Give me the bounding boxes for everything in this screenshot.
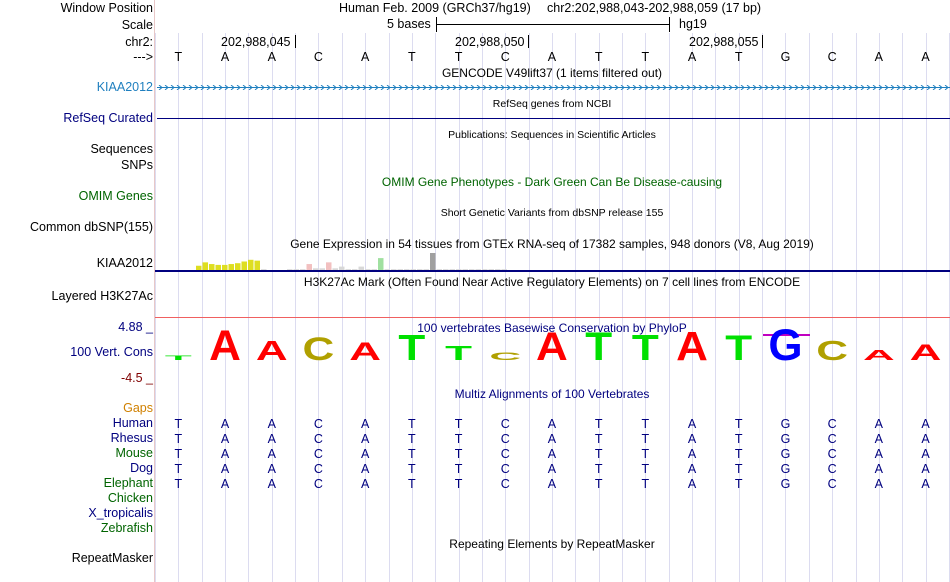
label-chrom: chr2: <box>125 35 153 49</box>
alignment-base: G <box>780 417 791 431</box>
conservation-letter: G <box>768 320 803 371</box>
alignment-base: A <box>360 477 370 491</box>
alignment-base: A <box>220 477 230 491</box>
label-scale: Scale <box>121 18 153 32</box>
alignment-base: A <box>220 432 230 446</box>
species-label[interactable]: Chicken <box>107 491 153 505</box>
alignment-base: T <box>641 447 650 461</box>
alignment-base: T <box>594 432 603 446</box>
gtex-track-title: Gene Expression in 54 tissues from GTEx RNA-seq of 17382 samples, 948 donors (V8, Aug 2019) <box>290 237 814 251</box>
alignment-base: C <box>827 432 837 446</box>
label-dbsnp[interactable]: Common dbSNP(155) <box>30 220 153 234</box>
alignment-base: C <box>313 432 323 446</box>
conservation-letter: A <box>676 324 708 370</box>
alignment-base: A <box>687 432 697 446</box>
species-label[interactable]: Rhesus <box>110 431 153 445</box>
tick-label-3: 202,988,055 <box>689 35 759 49</box>
alignment-base: G <box>780 447 791 461</box>
base-letter: T <box>408 50 416 64</box>
conservation-letter: A <box>349 337 382 366</box>
alignment-base: A <box>687 462 697 476</box>
alignment-base: T <box>641 462 650 476</box>
alignment-base: T <box>641 417 650 431</box>
species-label[interactable]: Zebrafish <box>100 521 153 535</box>
alignment-base: G <box>780 432 791 446</box>
alignment-base: T <box>408 417 416 431</box>
publications-track-title: Publications: Sequences in Scientific Articles <box>448 129 656 141</box>
alignment-base: T <box>408 432 416 446</box>
alignment-base: T <box>594 477 603 491</box>
alignment-base: C <box>827 477 837 491</box>
alignment-base: A <box>921 417 930 431</box>
alignment-base: A <box>360 432 370 446</box>
tick-label-1: 202,988,045 <box>221 35 291 49</box>
alignment-base: A <box>547 417 557 431</box>
alignment-base: C <box>500 462 510 476</box>
alignment-base: T <box>174 417 183 431</box>
species-label[interactable]: Human <box>112 416 153 430</box>
alignment-base: A <box>220 462 230 476</box>
alignment-base: A <box>874 447 884 461</box>
refseq-track-title: RefSeq genes from NCBI <box>492 98 612 110</box>
conservation-letter: A <box>209 322 241 370</box>
alignment-base: G <box>780 477 791 491</box>
conservation-letter: T <box>725 329 753 368</box>
conservation-letter: A <box>255 335 288 366</box>
alignment-base: C <box>313 477 323 491</box>
alignment-base: C <box>827 462 837 476</box>
conservation-letter: C <box>489 349 522 363</box>
label-cons-min: -4.5 _ <box>121 371 153 385</box>
alignment-base: T <box>174 432 183 446</box>
alignment-base: T <box>408 447 416 461</box>
conservation-letter: C <box>302 331 335 368</box>
label-snps[interactable]: SNPs <box>121 158 153 172</box>
alignment-base: A <box>874 432 884 446</box>
label-kiaa2012-gtex[interactable]: KIAA2012 <box>96 256 153 270</box>
alignment-base: A <box>921 477 930 491</box>
alignment-base: A <box>921 447 930 461</box>
alignment-base: T <box>174 462 183 476</box>
alignment-base: C <box>313 417 323 431</box>
base-letter: T <box>734 50 743 64</box>
label-gaps[interactable]: Gaps <box>123 401 153 415</box>
base-letter: T <box>641 50 650 64</box>
scale-bar-label: 5 bases <box>387 17 431 31</box>
omim-track-title: OMIM Gene Phenotypes - Dark Green Can Be Disease-causing <box>381 175 723 189</box>
base-letter: A <box>547 50 557 64</box>
alignment-base: T <box>594 417 603 431</box>
conservation-letter: T <box>164 354 192 362</box>
alignment-base: T <box>594 447 603 461</box>
alignment-base: T <box>734 462 743 476</box>
base-letter: A <box>220 50 230 64</box>
conservation-letter: T <box>445 342 472 365</box>
alignment-base: A <box>267 417 276 431</box>
alignment-base: A <box>547 447 557 461</box>
alignment-base: T <box>408 477 416 491</box>
alignment-base: A <box>267 462 276 476</box>
alignment-base: T <box>454 462 463 476</box>
conservation-letter: T <box>585 323 613 369</box>
base-letter: A <box>874 50 884 64</box>
base-letter: T <box>174 50 183 64</box>
alignment-base: T <box>734 432 743 446</box>
label-omim[interactable]: OMIM Genes <box>78 189 153 203</box>
base-letter: C <box>313 50 323 64</box>
alignment-base: A <box>267 477 276 491</box>
species-label[interactable]: X_tropicalis <box>88 506 153 520</box>
base-letter: T <box>594 50 603 64</box>
alignment-base: A <box>687 477 697 491</box>
alignment-base: T <box>454 477 463 491</box>
alignment-base: C <box>313 462 323 476</box>
conservation-letter: A <box>536 323 568 369</box>
species-label[interactable]: Elephant <box>103 476 153 490</box>
conservation-letter: T <box>631 327 659 369</box>
label-cons-max: 4.88 _ <box>118 320 153 334</box>
alignment-base: A <box>874 462 884 476</box>
alignment-base: T <box>454 417 463 431</box>
alignment-base: A <box>547 462 557 476</box>
alignment-base: A <box>687 417 697 431</box>
alignment-base: C <box>827 417 837 431</box>
alignment-base: T <box>734 417 743 431</box>
alignment-base: T <box>454 447 463 461</box>
tick-label-2: 202,988,050 <box>455 35 525 49</box>
base-letter: T <box>454 50 463 64</box>
base-letter: G <box>780 50 791 64</box>
alignment-base: T <box>454 432 463 446</box>
alignment-base: C <box>500 477 510 491</box>
label-refseq[interactable]: RefSeq Curated <box>63 111 153 125</box>
species-label[interactable]: Mouse <box>115 446 153 460</box>
alignment-base: T <box>174 477 183 491</box>
base-letter: A <box>360 50 370 64</box>
alignment-base: T <box>408 462 416 476</box>
base-letter: A <box>921 50 930 64</box>
label-arrow: ---> <box>133 50 153 64</box>
base-letter: C <box>827 50 837 64</box>
assembly-label: Human Feb. 2009 (GRCh37/hg19) <box>339 1 531 15</box>
phylop-track-title: 100 vertebrates Basewise Conservation by PhyloP <box>417 321 687 335</box>
label-repeatmasker[interactable]: RepeatMasker <box>71 551 153 565</box>
alignment-base: A <box>220 447 230 461</box>
alignment-base: A <box>360 462 370 476</box>
alignment-base: C <box>500 417 510 431</box>
alignment-base: C <box>827 447 837 461</box>
label-kiaa2012-gene[interactable]: KIAA2012 <box>96 80 153 94</box>
alignment-base: A <box>360 447 370 461</box>
alignment-base: A <box>267 447 276 461</box>
alignment-base: A <box>874 417 884 431</box>
alignment-base: T <box>594 462 603 476</box>
base-letter: A <box>267 50 276 64</box>
alignment-base: T <box>174 447 183 461</box>
conservation-letter: T <box>398 327 426 369</box>
dbsnp-track-title: Short Genetic Variants from dbSNP release 155 <box>440 207 664 219</box>
alignment-base: A <box>874 477 884 491</box>
label-100-vert-cons[interactable]: 100 Vert. Cons <box>70 345 153 359</box>
base-letter: C <box>500 50 510 64</box>
scale-db-label: hg19 <box>679 17 707 31</box>
alignment-base: A <box>547 432 557 446</box>
conservation-letter: A <box>862 346 895 364</box>
multiz-track-title: Multiz Alignments of 100 Vertebrates <box>454 387 650 401</box>
conservation-letter: A <box>909 340 942 366</box>
label-window-position: Window Position <box>60 1 153 15</box>
alignment-base: A <box>220 417 230 431</box>
alignment-base: T <box>641 477 650 491</box>
alignment-base: A <box>687 447 697 461</box>
alignment-base: A <box>921 462 930 476</box>
alignment-base: C <box>313 447 323 461</box>
alignment-base: A <box>267 432 276 446</box>
alignment-base: G <box>780 462 791 476</box>
species-label[interactable]: Dog <box>130 461 153 475</box>
base-letter: A <box>687 50 697 64</box>
label-sequences[interactable]: Sequences <box>90 142 153 156</box>
alignment-base: T <box>734 477 743 491</box>
gencode-track-title: GENCODE V49lift37 (1 items filtered out) <box>441 66 663 80</box>
alignment-base: A <box>360 417 370 431</box>
conservation-letter: C <box>816 335 849 366</box>
label-h3k27ac[interactable]: Layered H3K27Ac <box>51 289 153 303</box>
alignment-base: C <box>500 432 510 446</box>
alignment-base: T <box>641 432 650 446</box>
alignment-base: C <box>500 447 510 461</box>
repeatmasker-track-title: Repeating Elements by RepeatMasker <box>449 537 655 551</box>
alignment-base: A <box>547 477 557 491</box>
position-label[interactable]: chr2:202,988,043-202,988,059 (17 bp) <box>547 1 762 15</box>
h3k27ac-track-title: H3K27Ac Mark (Often Found Near Active Regulatory Elements) on 7 cell lines from ENCODE <box>303 275 801 289</box>
alignment-base: A <box>921 432 930 446</box>
alignment-base: T <box>734 447 743 461</box>
